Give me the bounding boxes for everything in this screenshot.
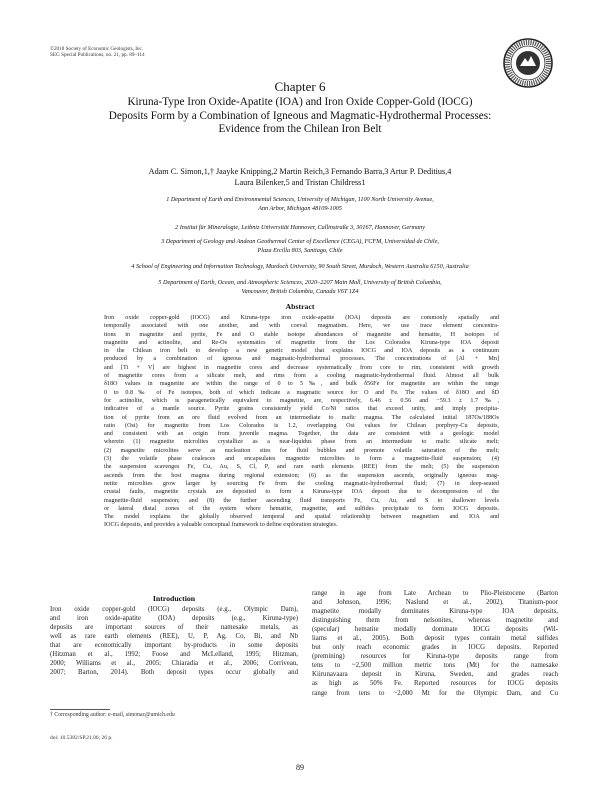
abstract-line: Iron oxide copper-gold (IOCG) and Kiruna-type iron oxide-apatite (IOA) deposits are commonly spatially and [104, 315, 499, 321]
abstract-line: in the Chilean iron belt to develop a new genetic model that explains IOCG and IOA deposits as a continuum [104, 348, 499, 355]
introduction-column-right [312, 589, 558, 698]
author-list [90, 166, 510, 188]
body-text-line: deposits are important sources of their namesake metals, as [50, 624, 298, 632]
body-text-line: Iron oxide copper-gold (IOCG) deposits (e.g., Olympic Dam), [50, 606, 298, 613]
abstract-line: indicative of a mantle source. Pyrite grains consistently yield Co/Ni ratios that exceed unity, and imply precipita- [104, 406, 499, 413]
abstract-line: IOCG deposits, and provides a valuable conceptual framework to define exploration strategies. [104, 522, 338, 529]
body-text-line: range from tens to ~2,000 Mt for the Olympic Dam, and Cu [312, 689, 558, 697]
copyright-line: ©2018 Society of Economic Geologists, Inc. [50, 46, 144, 52]
abstract-line: and consistent with an origin from juvenile magma. Together, the data are consistent with a geologic model [104, 431, 499, 438]
affiliation-line: Plaza Ercilla 803, Santiago, Chile [257, 246, 343, 254]
body-text-line: (premining) resources for Kiruna-type deposits range from [312, 653, 558, 661]
chapter-label: Chapter 6 [274, 79, 326, 94]
body-text-line: magnetite modally dominates Kiruna-type IOA deposits, [312, 608, 558, 616]
title-line: Evidence from the Chilean Iron Belt [218, 123, 382, 136]
abstract-line: of magnetite cores from a silicate melt, and rims from a cooling magmatic-hydrothermal fluid. Almost all bulk [104, 373, 499, 380]
corresponding-author-footnote: † Corresponding author: e-mail, simonac@umich.edu [50, 712, 175, 718]
abstract-heading: Abstract [285, 302, 315, 311]
title-line: Kiruna-Type Iron Oxide-Apatite (IOA) and Iron Oxide Copper-Gold (IOCG) [127, 96, 473, 108]
publication-line: SEG Special Publications, no. 21, pp. 89–114 [50, 52, 145, 59]
body-text-line: and iron oxide-apatite (IOA) deposits (e.g., Kiruna-type) [50, 615, 298, 623]
body-text-line: (Hitzman et al., 1992; Foose and McLelland, 1995; Hitzman, [50, 651, 298, 659]
abstract-line: The model explains the globally observed temporal and spatial relationship between magnetism and IOA and [104, 514, 499, 521]
copyright-notice [50, 46, 145, 59]
affiliation-line: 3 Department of Geology and Andean Geothermal Center of Excellence (CEGA), FCFM, Universidad de Chile, [161, 238, 439, 245]
affiliation-line: 2 Institut für Mineralogie, Leibniz Universität Hannover, Callinstraße 3, 30167, Hannover, Germany [175, 224, 425, 231]
body-text-line: that are economically important by-products in some deposits [50, 642, 298, 650]
abstract-line: wherein (1) magnetite microlites crystallize as a near-liquidus phase from an intermediate to mafic silicate melt; [104, 439, 499, 446]
doi-line: doi: 10.5382/SP.21.06; 26 p. [50, 735, 113, 741]
affiliation-2 [40, 224, 560, 233]
introduction-column-left [50, 605, 298, 677]
author-line: Adam C. Simon,1,† Jaayke Knipping,2 Martin Reich,3 Fernando Barra,3 Artur P. Deditius,4 [148, 167, 452, 176]
body-text-line: (specular) hematite modally dominate IOCG deposits (Wil- [312, 626, 558, 634]
abstract-line: and [Ti + V] are highest in magnetite cores and decrease systematically from core to rim, consistent with growth [104, 364, 499, 371]
author-line: Laura Bilenker,5 and Tristan Childress1 [234, 178, 366, 187]
affiliation-line: 4 School of Engineering and Information Technology, Murdoch University, 90 South Street, Murdoch, Western Australia 6150, Australia [131, 263, 469, 270]
abstract-line: netite microlites grow larger by sourcing Fe from the cooling magmatic-hydrothermal fluid; (7) in deep-seated [104, 480, 499, 487]
affiliation-line: Vancouver, British Columbia, Canada V6T 1Z4 [241, 287, 359, 295]
affiliation-4 [40, 263, 560, 272]
body-text-line: distinguishing them from nelsonites, whereas magnetite and [312, 617, 558, 625]
abstract-line: the suspension scavenges Fe, Cu, Au, S, Cl, P, and rare earth elements (REE) from the melt; (5) the suspension [104, 464, 499, 471]
abstract-body [104, 314, 499, 530]
abstract-line: temporally associated with one another, and with coeval magmatism. Here, we use trace element concentra- [104, 323, 499, 330]
abstract-line: ratio (Osi) for magnetite from Los Colorados is 1.2, overlapping Osi values for Chilean porphyry-Cu deposits, [104, 422, 499, 429]
affiliation-line: Ann Arbor, Michigan 48109-1005 [258, 204, 342, 212]
abstract-line: crustal faults, magnetite crystals are deposited to form a Kiruna-type IOA deposit due to decompression of the [104, 489, 499, 496]
affiliation-3 [40, 238, 560, 255]
abstract-line: for actinolite, which is paragenetically equivalent to magnetite, are, respectively, 6.46 ± 0.56 and −59.3 ± 1.7‰, [104, 397, 499, 404]
affiliation-1 [40, 196, 560, 213]
abstract-line: ascends from the host magma during regional extension; (6) as the suspension ascends, originally igneous mag- [104, 472, 499, 479]
abstract-line: or lateral distal zones of the system where hematite, magnetite, and sulfides precipitate to form IOCG deposits. [104, 505, 499, 512]
body-text-line: but only reach economic grades in IOCG deposits. Reported [312, 644, 558, 652]
body-text-line: as high as 50% Fe. Reported resources for IOCG deposits [312, 680, 558, 688]
footnote-divider [50, 709, 110, 710]
abstract-line: (2) magnetite microlites serve as nucleation sites for fluid bubbles and promote volatile saturation of the melt; [104, 447, 499, 454]
body-text-line: Kiirunavaara deposit in Kiruna, Sweden, and grades reach [312, 671, 558, 679]
paper-title [70, 96, 530, 137]
body-text-line: 2007; Barton, 2014). Both deposit types occur globally and [50, 669, 298, 677]
abstract-line: produced by a combination of igneous and magmatic-hydrothermal processes. The concentrations of [Al + Mn] [104, 356, 499, 363]
body-text-line: range in age from Late Archean to Plio-Pleistocene (Barton [312, 590, 558, 597]
abstract-line: magnetite and actinolite, and Re-Os systematics of magnetite from the Los Colorados Kiruna-type IOA deposit [104, 339, 499, 346]
affiliation-line: 1 Department of Earth and Environmental Sciences, University of Michigan, 1100 North University Avenue, [166, 196, 434, 203]
abstract-line: δ18O values in magnetite are within the range of 0 to 5‰, and bulk δ56Fe for magnetite are within the range [104, 381, 499, 388]
body-text-line: and Johnson, 1996; Naslund et al., 2002). Titanium-poor [312, 599, 558, 607]
abstract-line: (3) the volatile phase coalesces and encapsulates magnetite microlites to form a magnetite-fluid suspension; (4) [104, 456, 499, 463]
abstract-line: tions in magnetite and pyrite, Fe and O stable isotope abundances of magnetite and hematite, H isotopes of [104, 331, 499, 338]
body-text-line: well as rare earth elements (REE), U, P, Ag, Co, Bi, and Nb [50, 633, 298, 641]
affiliation-5 [40, 279, 560, 296]
title-line: Deposits Form by a Combination of Igneous and Magmatic-Hydrothermal Processes: [108, 109, 492, 122]
body-text-line: 2000; Williams et al., 2005; Chiaradia et al., 2006; Corriveau, [50, 660, 298, 668]
affiliation-line: 5 Department of Earth, Ocean, and Atmospheric Sciences, 2020–2207 Main Mall, University of British Columbia, [158, 279, 442, 286]
abstract-line: 0 to 0.8‰ of Fe isotopes, both of which indicate a magmatic source for O and Fe. The values of δ18O and δD [104, 389, 499, 396]
abstract-line: tion of pyrite from an ore fluid evolved from an intermediate to mafic magma. The calculated initial 187Os/188Os [104, 414, 499, 421]
body-text-line: liams et al., 2005). Both deposit types contain metal sulfides [312, 635, 558, 643]
page-number: 89 [296, 763, 304, 772]
introduction-heading: Introduction [152, 594, 196, 603]
body-text-line: tens to ~2,500 million metric tons (Mt) for the namesake [312, 662, 558, 670]
abstract-line: magnetite-fluid suspension; and (8) the further ascending fluid transports Fe, Cu, Au, and S to shallower levels [104, 497, 499, 504]
